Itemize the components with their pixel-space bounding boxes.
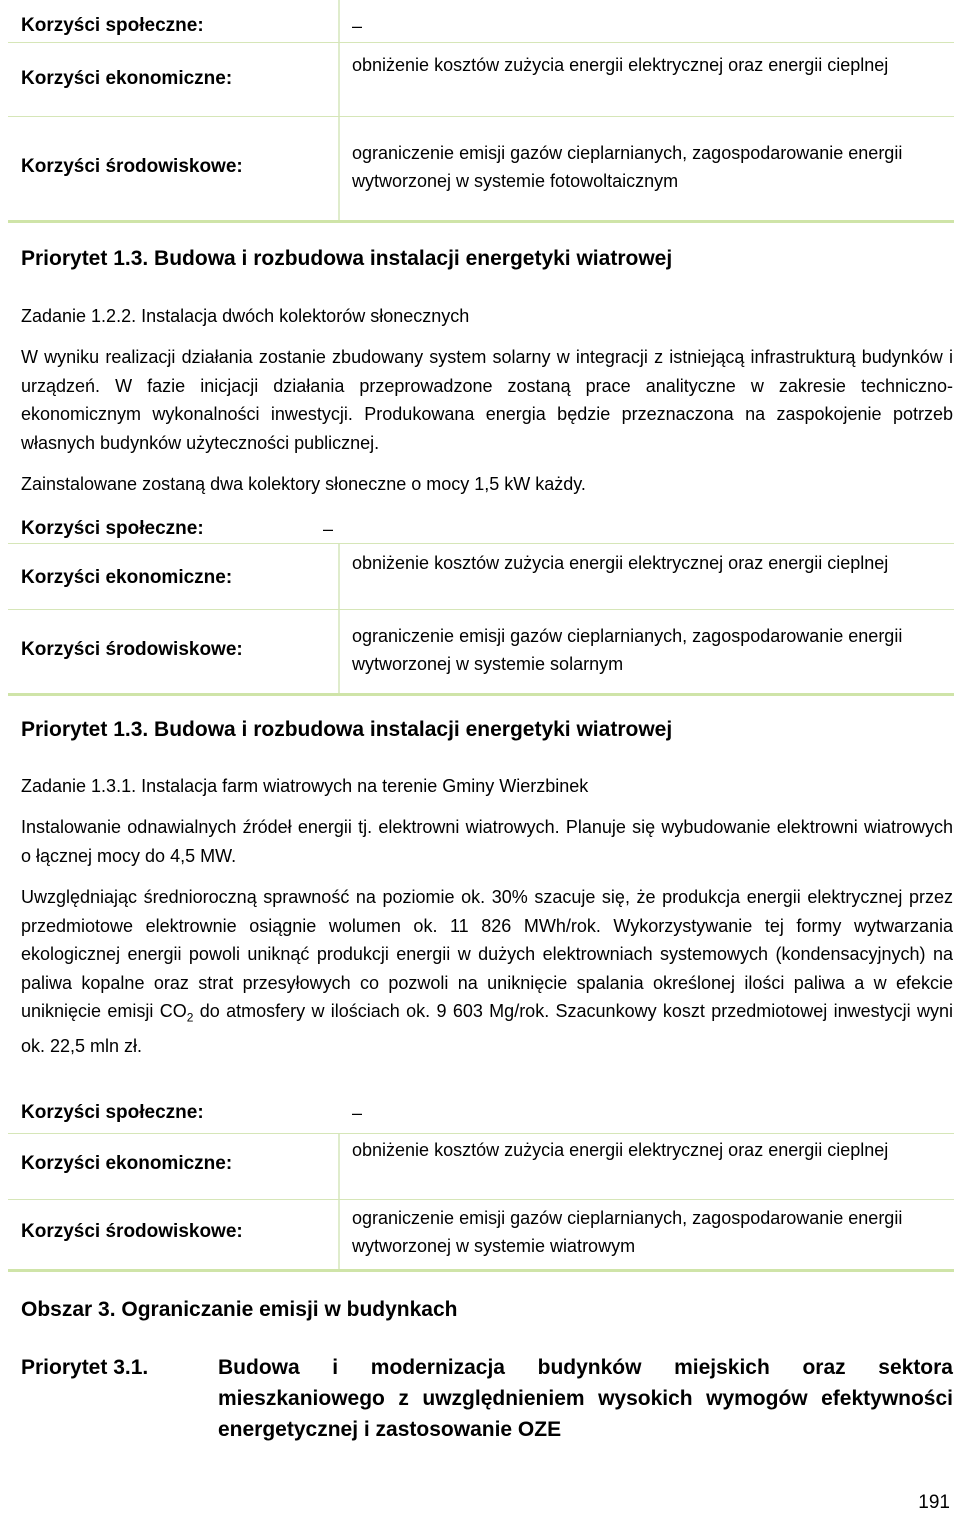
economic-label: Korzyści ekonomiczne: — [21, 68, 233, 89]
social-label: Korzyści społeczne: — [21, 1102, 204, 1123]
task-title: Zadanie 1.2.2. Instalacja dwóch kolektorów słonecznych — [21, 306, 470, 326]
priority-number: Priorytet 3.1. — [21, 1356, 149, 1379]
economic-label: Korzyści ekonomiczne: — [21, 1153, 233, 1174]
economic-row — [8, 543, 954, 610]
economic-value: obniżenie kosztów zużycia energii elektrycznej oraz energii cieplnej — [352, 55, 889, 75]
task-description-text: Instalowanie odnawialnych źródeł energii tj. elektrowni wiatrowych. Planuje się wybudowanie elektrowni wiatrowych o łącznej mocy do 4,5 MW. — [21, 817, 953, 866]
environmental-row — [8, 1199, 954, 1270]
environmental-value: ograniczenie emisji gazów cieplarnianych, zagospodarowanie energii wytworzonej w systemie solarnym — [352, 626, 903, 674]
environmental-row — [8, 609, 954, 694]
task-description-2 — [21, 883, 953, 1061]
environmental-label: Korzyści środowiskowe: — [21, 1221, 243, 1242]
economic-row — [8, 42, 954, 117]
economic-value: obniżenie kosztów zużycia energii elektrycznej oraz energii cieplnej — [352, 1140, 889, 1160]
environmental-row — [8, 116, 954, 221]
paragraph-part-a: Uwzględniając średnioroczną sprawność na poziomie ok. 30% szacuje się, że produkcja energii elektrycznej przez przedmiotowe elektrownie osiągnie wolumen ok. 11 826 MWh/rok. Wykorzystywanie tej formy wytwarzania ekologicznej energii powoli uniknąć produkcji energii w dużych elektrowniach systemowych (kondensacyjnych) na paliwa kopalne oraz strat przesyłowych co pozwoli na uniknięcie spalania określonej ilości paliwa a w efekcie uniknięcie emisji CO — [21, 887, 953, 1021]
environmental-label: Korzyści środowiskowe: — [21, 639, 243, 660]
priority-title: Budowa i modernizacja budynków miejskich oraz sektora mieszkaniowego z uwzględnieniem wysokich wymogów efektywności energetycznej i zastosowanie OZE — [218, 1356, 953, 1441]
table-bottom-border — [8, 220, 954, 223]
economic-value: obniżenie kosztów zużycia energii elektrycznej oraz energii cieplnej — [352, 553, 889, 573]
task-description — [21, 813, 953, 870]
co2-subscript: 2 — [186, 1010, 194, 1025]
social-label: Korzyści społeczne: — [21, 518, 204, 539]
paragraph-part-b: do atmosfery w ilościach ok. 9 603 Mg/rok. Szacunkowy koszt przedmiotowej inwestycji wyni ok. 22,5 mln zł. — [21, 1001, 953, 1057]
social-row — [8, 513, 954, 543]
environmental-value: ograniczenie emisji gazów cieplarnianych, zagospodarowanie energii wytworzonej w systemie fotowoltaicznym — [352, 143, 903, 191]
task-description-2: Zainstalowane zostaną dwa kolektory słoneczne o mocy 1,5 kW każdy. — [21, 474, 586, 494]
priority-heading: Priorytet 1.3. Budowa i rozbudowa instalacji energetyki wiatrowej — [21, 718, 673, 741]
social-row — [8, 1099, 954, 1133]
social-value: – — [352, 16, 363, 36]
social-value: – — [323, 519, 334, 539]
environmental-value: ograniczenie emisji gazów cieplarnianych, zagospodarowanie energii wytworzonej w systemie wiatrowym — [352, 1208, 903, 1256]
benefits-table-1 — [8, 0, 954, 224]
benefits-table-2 — [8, 513, 954, 697]
social-label: Korzyści społeczne: — [21, 15, 204, 36]
social-row — [8, 0, 954, 42]
economic-label: Korzyści ekonomiczne: — [21, 567, 233, 588]
table-bottom-border — [8, 693, 954, 696]
benefits-table-3 — [8, 1099, 954, 1273]
table-bottom-border — [8, 1269, 954, 1272]
area-heading: Obszar 3. Ograniczanie emisji w budynkach — [21, 1298, 458, 1321]
economic-row — [8, 1133, 954, 1200]
page-number: 191 — [918, 1492, 950, 1513]
task-title: Zadanie 1.3.1. Instalacja farm wiatrowych na terenie Gminy Wierzbinek — [21, 776, 589, 796]
environmental-label: Korzyści środowiskowe: — [21, 156, 243, 177]
task-description: W wyniku realizacji działania zostanie zbudowany system solarny w integracji z istniejącą infrastrukturą budynków i urządzeń. W fazie inicjacji działania przeprowadzone zostaną prace analityczne w zakresie techniczno-ekonomicznym wykonalności inwestycji. Produkowana energia będzie przeznaczona na zaspokojenie potrzeb własnych budynków użyteczności publicznej. — [21, 347, 953, 453]
priority-heading: Priorytet 1.3. Budowa i rozbudowa instalacji energetyki wiatrowej — [21, 247, 673, 270]
social-value: – — [352, 1103, 363, 1123]
